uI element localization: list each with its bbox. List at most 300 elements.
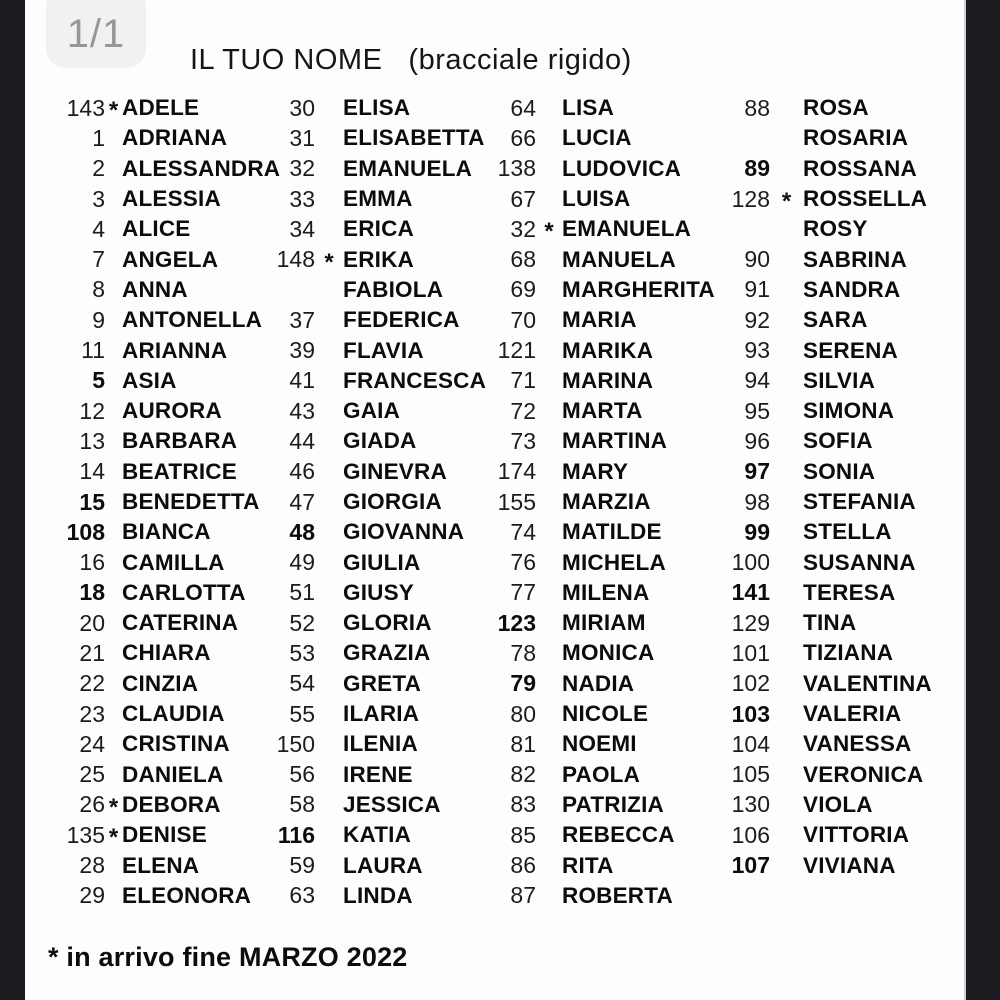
item-name: FEDERICA bbox=[343, 307, 460, 333]
item-name: MARIA bbox=[562, 307, 637, 333]
name-row bbox=[25, 547, 270, 577]
name-row bbox=[25, 850, 270, 880]
item-number: 99 bbox=[744, 518, 770, 545]
name-row bbox=[25, 578, 270, 608]
item-name: SERENA bbox=[803, 337, 898, 363]
asterisk-slot bbox=[315, 893, 343, 899]
asterisk-slot bbox=[315, 529, 343, 535]
item-number: 32 bbox=[510, 215, 536, 242]
name-row bbox=[480, 305, 702, 335]
name-row bbox=[480, 123, 702, 153]
name-row bbox=[480, 547, 702, 577]
asterisk-marker: * bbox=[544, 218, 554, 246]
name-row bbox=[270, 93, 480, 123]
name-column-3 bbox=[480, 93, 715, 911]
asterisk-slot bbox=[536, 287, 562, 293]
item-name: PATRIZIA bbox=[562, 791, 665, 817]
asterisk-slot bbox=[105, 650, 122, 656]
item-name: ASIA bbox=[122, 367, 177, 393]
item-name: MILENA bbox=[562, 579, 650, 605]
item-number: 116 bbox=[277, 821, 315, 848]
item-number: 150 bbox=[276, 730, 315, 757]
item-number: 5 bbox=[92, 367, 105, 394]
item-name: ELENA bbox=[122, 852, 200, 878]
name-row bbox=[25, 214, 270, 244]
asterisk-slot bbox=[770, 802, 803, 808]
asterisk-slot bbox=[315, 620, 343, 626]
asterisk-slot bbox=[770, 560, 803, 566]
name-row bbox=[702, 93, 960, 123]
name-row bbox=[480, 820, 702, 850]
item-number: 141 bbox=[731, 579, 770, 606]
item-name: ANGELA bbox=[122, 246, 219, 272]
item-name: ERIKA bbox=[343, 246, 415, 272]
name-row bbox=[25, 517, 270, 547]
name-row bbox=[25, 608, 270, 638]
name-row bbox=[702, 699, 960, 729]
item-number: 94 bbox=[744, 367, 770, 394]
item-name: EMANUELA bbox=[343, 155, 473, 181]
asterisk-slot bbox=[770, 348, 803, 354]
item-name: KATIA bbox=[343, 822, 412, 848]
name-column-2 bbox=[270, 93, 487, 911]
item-number: 98 bbox=[744, 488, 770, 515]
name-row bbox=[25, 699, 270, 729]
name-row bbox=[702, 184, 960, 214]
name-row bbox=[480, 396, 702, 426]
name-row bbox=[270, 366, 487, 396]
page-indicator-badge bbox=[46, 0, 146, 68]
name-row bbox=[270, 275, 480, 305]
name-row bbox=[270, 244, 480, 274]
item-name: DEBORA bbox=[122, 791, 221, 817]
name-row bbox=[25, 729, 270, 759]
item-number: 47 bbox=[289, 488, 315, 515]
asterisk-slot bbox=[770, 105, 803, 111]
item-number: 79 bbox=[510, 670, 536, 697]
asterisk-slot bbox=[315, 499, 343, 505]
item-name: ROSY bbox=[803, 216, 868, 242]
item-name: CLAUDIA bbox=[122, 701, 225, 727]
name-row bbox=[702, 305, 960, 335]
item-number: 23 bbox=[79, 700, 105, 727]
item-name: TIZIANA bbox=[803, 640, 894, 666]
item-number: 34 bbox=[289, 215, 315, 242]
item-number: 30 bbox=[289, 94, 315, 121]
name-row bbox=[480, 638, 702, 668]
item-number: 102 bbox=[731, 670, 770, 697]
item-name: MARTA bbox=[562, 398, 643, 424]
name-row bbox=[480, 426, 702, 456]
item-number: 53 bbox=[289, 639, 315, 666]
item-name: ILARIA bbox=[343, 701, 420, 727]
item-number: 87 bbox=[510, 882, 536, 909]
item-name: GRAZIA bbox=[343, 640, 431, 666]
asterisk-slot bbox=[536, 317, 562, 323]
item-number: 93 bbox=[744, 337, 770, 364]
asterisk-slot bbox=[315, 166, 343, 172]
name-row bbox=[270, 729, 480, 759]
availability-footnote: * in arrivo fine MARZO 2022 bbox=[48, 942, 408, 972]
asterisk-slot bbox=[105, 863, 122, 869]
item-number: 78 bbox=[510, 639, 536, 666]
name-row bbox=[702, 578, 960, 608]
viewer-left-letterbox bbox=[0, 0, 25, 1000]
asterisk-slot bbox=[105, 499, 122, 505]
item-name: ADELE bbox=[122, 95, 200, 121]
name-row bbox=[480, 214, 702, 244]
item-name: GINEVRA bbox=[343, 458, 447, 484]
asterisk-slot bbox=[315, 105, 343, 111]
asterisk-marker: * bbox=[324, 248, 334, 276]
name-row bbox=[270, 457, 480, 487]
item-name: MIRIAM bbox=[562, 610, 646, 636]
item-number: 2 bbox=[92, 155, 105, 182]
asterisk-slot bbox=[315, 741, 343, 747]
item-number: 103 bbox=[731, 700, 770, 727]
asterisk-slot bbox=[105, 378, 122, 384]
asterisk-slot bbox=[105, 469, 122, 475]
item-number: 29 bbox=[79, 882, 105, 909]
name-row bbox=[480, 608, 702, 638]
item-number: 69 bbox=[510, 276, 536, 303]
item-name: ALESSANDRA bbox=[122, 155, 281, 181]
asterisk-marker: * bbox=[108, 97, 119, 125]
item-number: 72 bbox=[510, 397, 536, 424]
name-row bbox=[270, 820, 480, 850]
item-number: 174 bbox=[497, 458, 536, 485]
item-number: 73 bbox=[510, 427, 536, 454]
asterisk-slot bbox=[105, 348, 122, 354]
name-row bbox=[702, 487, 960, 517]
item-number: 135 bbox=[66, 821, 105, 848]
item-number: 104 bbox=[731, 730, 770, 757]
name-row bbox=[480, 275, 715, 305]
item-name: DENISE bbox=[122, 822, 207, 848]
asterisk-slot bbox=[105, 317, 122, 323]
item-name: CRISTINA bbox=[122, 731, 230, 757]
item-number: 66 bbox=[510, 124, 536, 151]
asterisk-slot bbox=[105, 590, 122, 596]
name-row bbox=[270, 487, 480, 517]
item-name: DANIELA bbox=[122, 761, 224, 787]
item-number: 20 bbox=[79, 609, 105, 636]
name-row bbox=[270, 396, 480, 426]
item-name: GIORGIA bbox=[343, 489, 442, 514]
item-name: ROSSELLA bbox=[803, 186, 928, 212]
asterisk-slot bbox=[536, 620, 562, 626]
item-number: 41 bbox=[289, 367, 315, 394]
name-row bbox=[270, 123, 485, 153]
item-number: 121 bbox=[497, 337, 536, 364]
name-row bbox=[25, 881, 270, 911]
item-name: MARIKA bbox=[562, 337, 654, 363]
name-row bbox=[480, 154, 702, 184]
name-row bbox=[480, 93, 702, 123]
asterisk-slot bbox=[536, 196, 562, 202]
item-name: MARY bbox=[562, 458, 629, 484]
name-row bbox=[270, 699, 480, 729]
item-number: 67 bbox=[510, 185, 536, 212]
item-name: FRANCESCA bbox=[343, 367, 487, 393]
item-name: ELEONORA bbox=[122, 882, 252, 908]
asterisk-slot bbox=[536, 893, 562, 899]
name-row bbox=[25, 669, 270, 699]
name-row bbox=[702, 820, 960, 850]
item-name: ROSSANA bbox=[803, 155, 917, 181]
item-name: ALICE bbox=[122, 216, 191, 242]
item-name: VALERIA bbox=[803, 701, 902, 727]
item-number: 105 bbox=[731, 761, 770, 788]
name-row bbox=[270, 578, 480, 608]
item-name: GAIA bbox=[343, 398, 401, 424]
name-row bbox=[25, 366, 270, 396]
item-name: TINA bbox=[803, 610, 857, 636]
asterisk-marker: * bbox=[108, 793, 119, 821]
item-name: VERONICA bbox=[803, 761, 924, 787]
name-row bbox=[270, 154, 480, 184]
asterisk-slot bbox=[105, 196, 122, 202]
item-name: EMMA bbox=[343, 186, 413, 212]
asterisk-slot bbox=[105, 226, 122, 232]
item-number: 28 bbox=[79, 852, 105, 879]
asterisk-slot bbox=[770, 499, 803, 505]
item-name: MONICA bbox=[562, 640, 655, 666]
name-list bbox=[25, 93, 960, 911]
asterisk-slot bbox=[315, 469, 343, 475]
item-name: REBECCA bbox=[562, 822, 675, 848]
asterisk-slot bbox=[315, 590, 343, 596]
name-row bbox=[25, 457, 270, 487]
name-column-4 bbox=[702, 93, 960, 911]
item-number: 106 bbox=[731, 821, 770, 848]
item-name: GLORIA bbox=[343, 610, 432, 636]
item-name: GIULIA bbox=[343, 549, 421, 575]
asterisk-slot bbox=[105, 741, 122, 747]
name-row bbox=[702, 850, 960, 880]
item-number: 16 bbox=[79, 549, 105, 576]
item-number: 51 bbox=[289, 579, 315, 606]
item-number: 56 bbox=[289, 761, 315, 788]
name-row bbox=[702, 790, 960, 820]
asterisk-slot bbox=[315, 408, 343, 414]
asterisk-slot bbox=[536, 378, 562, 384]
item-name: BARBARA bbox=[122, 428, 238, 454]
asterisk-slot bbox=[105, 135, 122, 141]
item-name: ROSA bbox=[803, 95, 869, 121]
name-row bbox=[702, 669, 960, 699]
asterisk-slot bbox=[315, 832, 343, 838]
asterisk-slot bbox=[315, 438, 343, 444]
item-name: GIADA bbox=[343, 428, 417, 454]
name-row bbox=[270, 608, 480, 638]
item-name: BEATRICE bbox=[122, 458, 237, 484]
asterisk-slot bbox=[105, 166, 122, 172]
name-row bbox=[25, 790, 270, 820]
item-name: VIVIANA bbox=[803, 852, 896, 878]
asterisk-slot bbox=[536, 741, 562, 747]
item-number: 138 bbox=[497, 155, 536, 182]
name-row bbox=[702, 366, 960, 396]
name-row bbox=[480, 184, 702, 214]
name-row bbox=[702, 154, 960, 184]
name-row bbox=[25, 760, 270, 790]
item-number: 90 bbox=[744, 246, 770, 273]
name-row bbox=[270, 547, 480, 577]
asterisk-slot bbox=[105, 257, 122, 263]
item-number: 81 bbox=[510, 730, 536, 757]
item-number: 37 bbox=[289, 306, 315, 333]
name-row bbox=[480, 366, 702, 396]
asterisk-slot bbox=[770, 529, 803, 535]
asterisk-slot bbox=[770, 166, 803, 172]
item-name: STEFANIA bbox=[803, 489, 916, 514]
asterisk-slot bbox=[105, 772, 122, 778]
name-row bbox=[270, 638, 480, 668]
asterisk-slot bbox=[536, 863, 562, 869]
item-number: 3 bbox=[92, 185, 105, 212]
name-row bbox=[480, 881, 702, 911]
page-title: IL TUO NOME bbox=[190, 44, 383, 76]
asterisk-slot bbox=[770, 590, 803, 596]
name-row bbox=[25, 638, 270, 668]
asterisk-slot bbox=[315, 317, 343, 323]
item-name: MANUELA bbox=[562, 246, 676, 272]
asterisk-marker: * bbox=[108, 824, 119, 852]
asterisk-slot bbox=[315, 681, 343, 687]
asterisk-slot bbox=[105, 438, 122, 444]
asterisk-slot bbox=[536, 802, 562, 808]
name-row bbox=[702, 335, 960, 365]
item-name: ANNA bbox=[122, 276, 188, 302]
name-row bbox=[270, 335, 480, 365]
item-number: 39 bbox=[289, 337, 315, 364]
name-row bbox=[25, 335, 270, 365]
name-row bbox=[480, 517, 702, 547]
item-name: ELISABETTA bbox=[343, 125, 485, 151]
asterisk-slot bbox=[105, 287, 122, 293]
item-number: 128 bbox=[731, 185, 770, 212]
name-row bbox=[25, 244, 270, 274]
item-number: 58 bbox=[289, 791, 315, 818]
item-name: ERICA bbox=[343, 216, 415, 242]
item-number: 44 bbox=[289, 427, 315, 454]
item-number: 143 bbox=[66, 94, 105, 121]
item-number: 63 bbox=[289, 882, 315, 909]
item-number: 49 bbox=[289, 549, 315, 576]
item-number: 31 bbox=[289, 124, 315, 151]
asterisk-slot bbox=[315, 863, 343, 869]
item-name: SIMONA bbox=[803, 398, 895, 424]
item-number: 83 bbox=[510, 791, 536, 818]
item-name: ROBERTA bbox=[562, 882, 673, 908]
item-number: 46 bbox=[289, 458, 315, 485]
name-row bbox=[480, 578, 702, 608]
item-number: 12 bbox=[79, 397, 105, 424]
name-row bbox=[270, 669, 480, 699]
item-number: 26 bbox=[79, 791, 105, 818]
item-number: 4 bbox=[92, 215, 105, 242]
name-row bbox=[270, 426, 480, 456]
item-number: 21 bbox=[79, 639, 105, 666]
item-name: JESSICA bbox=[343, 791, 441, 817]
name-row bbox=[702, 517, 960, 547]
name-row bbox=[25, 123, 270, 153]
item-number: 107 bbox=[731, 852, 770, 879]
item-number: 155 bbox=[497, 488, 536, 515]
name-row bbox=[702, 638, 960, 668]
item-name: TERESA bbox=[803, 579, 896, 605]
item-number: 100 bbox=[731, 549, 770, 576]
asterisk-slot bbox=[315, 711, 343, 717]
item-name: LUISA bbox=[562, 186, 631, 212]
item-name: GIUSY bbox=[343, 579, 415, 605]
item-name: SANDRA bbox=[803, 276, 901, 302]
item-name: NADIA bbox=[562, 670, 635, 696]
name-row bbox=[480, 850, 702, 880]
name-row bbox=[270, 881, 480, 911]
item-name: FABIOLA bbox=[343, 276, 444, 302]
name-row bbox=[270, 305, 480, 335]
item-name: CINZIA bbox=[122, 670, 199, 696]
item-name: ARIANNA bbox=[122, 337, 228, 363]
asterisk-slot bbox=[105, 529, 122, 535]
item-number: 101 bbox=[731, 639, 770, 666]
item-number: 54 bbox=[289, 670, 315, 697]
item-number: 82 bbox=[510, 761, 536, 788]
item-number: 148 bbox=[276, 246, 315, 273]
asterisk-slot bbox=[770, 741, 803, 747]
name-row bbox=[480, 760, 702, 790]
item-name: SONIA bbox=[803, 458, 876, 484]
name-row bbox=[480, 244, 702, 274]
name-row bbox=[480, 457, 702, 487]
item-number: 11 bbox=[81, 337, 105, 364]
item-name: SUSANNA bbox=[803, 549, 916, 575]
item-number: 129 bbox=[731, 609, 770, 636]
item-number: 74 bbox=[510, 518, 536, 545]
name-row bbox=[25, 487, 270, 517]
document-header bbox=[190, 44, 632, 77]
name-row bbox=[270, 760, 480, 790]
item-number: 14 bbox=[79, 458, 105, 485]
asterisk-slot bbox=[536, 711, 562, 717]
name-row bbox=[702, 426, 960, 456]
item-number: 77 bbox=[510, 579, 536, 606]
asterisk-slot bbox=[770, 408, 803, 414]
page-indicator-label: 1/1 bbox=[66, 12, 126, 56]
item-number: 92 bbox=[744, 306, 770, 333]
item-number: 89 bbox=[744, 155, 770, 182]
item-name: GIOVANNA bbox=[343, 519, 465, 545]
asterisk-slot bbox=[315, 135, 343, 141]
asterisk-slot bbox=[770, 620, 803, 626]
item-number: 55 bbox=[289, 700, 315, 727]
item-number: 95 bbox=[744, 397, 770, 424]
asterisk-slot bbox=[536, 681, 562, 687]
item-number: 59 bbox=[289, 852, 315, 879]
name-row bbox=[480, 669, 702, 699]
name-row bbox=[25, 426, 270, 456]
item-name: PAOLA bbox=[562, 761, 641, 787]
asterisk-slot bbox=[315, 378, 343, 384]
page-subtitle: (bracciale rigido) bbox=[408, 44, 632, 76]
asterisk-slot bbox=[536, 469, 562, 475]
name-row bbox=[702, 729, 960, 759]
item-name: VITTORIA bbox=[803, 822, 910, 848]
item-number: 18 bbox=[79, 579, 105, 606]
item-number: 52 bbox=[289, 609, 315, 636]
